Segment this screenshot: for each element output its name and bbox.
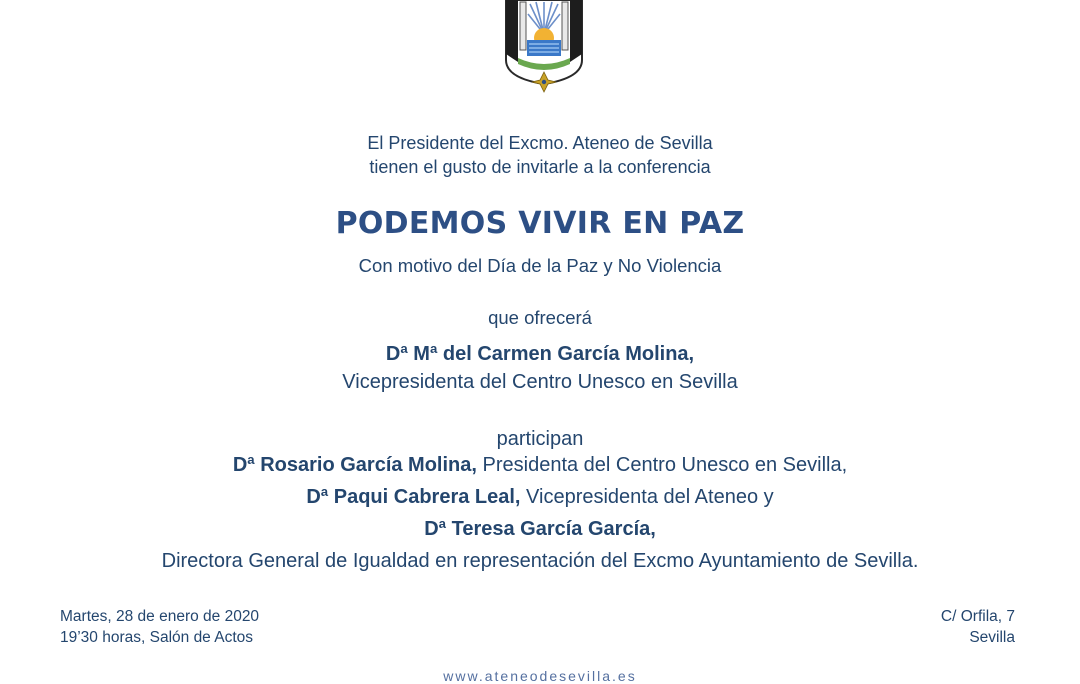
address-street: C/ Orfila, 7: [940, 608, 1015, 625]
address-city: Sevilla: [969, 629, 1015, 646]
participant-1-name: Dª Rosario García Molina,: [232, 454, 477, 476]
intro-line-1: El Presidente del Excmo. Ateneo de Sevilla: [367, 133, 713, 153]
participant-2-name: Dª Paqui Cabrera Leal,: [306, 486, 521, 508]
event-address: [941, 606, 1015, 648]
event-title: PODEMOS VIVIR EN PAZ: [335, 206, 745, 241]
participant-3-role: Directora General de Igualdad en representación del Excmo Ayuntamiento de Sevilla.: [161, 550, 919, 572]
speaker-intro: que ofrecerá: [488, 307, 592, 328]
speaker-name: Dª Mª del Carmen García Molina,: [385, 343, 695, 365]
participant-1: [0, 454, 1080, 477]
participants-label: participan: [496, 428, 584, 450]
event-datetime: [60, 606, 259, 648]
participant-1-role: Presidenta del Centro Unesco en Sevilla,: [476, 454, 848, 476]
speaker-role: Vicepresidenta del Centro Unesco en Sevilla: [342, 371, 738, 393]
invitation-intro: [0, 131, 1080, 179]
participant-3-name: Dª Teresa García García,: [424, 518, 656, 540]
ateneo-crest-icon: [498, 0, 590, 98]
participant-2-role: Vicepresidenta del Ateneo y: [520, 486, 774, 508]
event-date: Martes, 28 de enero de 2020: [60, 608, 260, 625]
participant-2: [0, 486, 1080, 509]
event-time-place: 19’30 horas, Salón de Actos: [60, 629, 254, 646]
intro-line-2: tienen el gusto de invitarle a la conferencia: [369, 157, 711, 177]
event-subtitle: Con motivo del Día de la Paz y No Violencia: [358, 255, 722, 276]
participant-3: [0, 518, 1080, 541]
website-link[interactable]: www.ateneodesevilla.es: [443, 668, 637, 684]
